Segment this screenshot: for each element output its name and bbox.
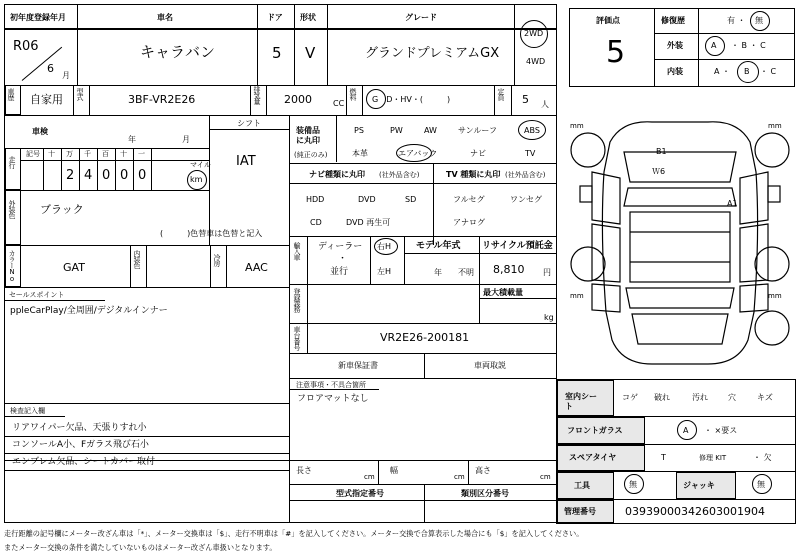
mm-label: mm bbox=[768, 122, 782, 130]
equipment-item: PW bbox=[390, 126, 403, 135]
interior-b: B bbox=[744, 67, 750, 76]
digit-divider bbox=[61, 148, 62, 190]
tv-item: フルセグ bbox=[453, 195, 485, 204]
digit-col-label: 記号 bbox=[26, 150, 40, 158]
tv-item: ワンセグ bbox=[510, 195, 542, 204]
spare-t: T bbox=[661, 453, 666, 462]
sheet-item: 穴 bbox=[728, 393, 736, 402]
yen-unit: 円 bbox=[543, 268, 551, 277]
damage-mark-a1: A1 bbox=[727, 199, 738, 208]
chassis-value: VR2E26-200181 bbox=[380, 331, 470, 344]
glass-label: フロントガラス bbox=[567, 426, 623, 435]
digit-col-label: 十 bbox=[120, 150, 127, 158]
glass-a: A bbox=[683, 426, 689, 435]
tv-sub: (社外品含む) bbox=[505, 171, 546, 179]
capacity-label: 定員 bbox=[497, 88, 505, 100]
shift-value: IAT bbox=[236, 154, 256, 169]
mgmt-value: 03939000342603001904 bbox=[625, 505, 765, 518]
mgmt-label: 管理番号 bbox=[564, 507, 596, 516]
tv-item: アナログ bbox=[453, 218, 485, 227]
grade-label: グレード bbox=[405, 13, 437, 22]
usage-label: 車歴 bbox=[7, 88, 15, 100]
sheet-item: コゲ bbox=[622, 393, 638, 402]
glass-rest: ・ ×要ス bbox=[704, 426, 738, 435]
sheet-item: 汚れ bbox=[692, 393, 708, 402]
digit-divider bbox=[151, 148, 152, 190]
equipment-item: PS bbox=[354, 126, 364, 135]
exterior-a: A bbox=[711, 41, 717, 50]
navi-item: HDD bbox=[306, 195, 325, 204]
digit-col-label: 十 bbox=[48, 150, 55, 158]
dealer: ディーラー bbox=[318, 242, 363, 252]
navi-sub: (社外品含む) bbox=[379, 171, 420, 179]
equipment-item: ABS bbox=[524, 126, 540, 135]
spare-label: スペアタイヤ bbox=[569, 453, 617, 462]
warranty-manual: 車両取説 bbox=[474, 361, 506, 370]
damage-mark-w6: Ｗ6 bbox=[652, 167, 666, 176]
max-load-label: 最大積載量 bbox=[483, 288, 523, 297]
height-label: 高さ bbox=[475, 466, 491, 475]
fuel-options: G D・HV・( ) bbox=[372, 95, 451, 104]
shape: V bbox=[305, 44, 316, 62]
navi-item: DVD bbox=[358, 195, 376, 204]
footer-line2: またメーター交換の条件を満たしていないものはメーター改ざん車扱いとなります。 bbox=[4, 543, 277, 552]
mm-label: mm bbox=[768, 292, 782, 300]
sales-label: セールスポイント bbox=[9, 291, 65, 299]
ac-label: 冷房 bbox=[213, 254, 221, 266]
score-value: 5 bbox=[606, 35, 626, 70]
color-value: ブラック bbox=[40, 203, 84, 216]
mile-label: マイル bbox=[190, 161, 211, 169]
sheet-label: 室内シート bbox=[565, 392, 597, 412]
color-no-label: カラーNo. bbox=[8, 250, 16, 289]
digit-col-label: 一 bbox=[138, 150, 145, 158]
footer-line1: 走行距離の記号欄にメーター改ざん車は「*」、メーター交換車は「$」、走行不明車は「#」を記入してください。メーター交換で合算表示した場合にも「$」を記入してください。 bbox=[4, 529, 584, 538]
tools-none: 無 bbox=[629, 480, 637, 489]
length-cm: cm bbox=[364, 473, 375, 481]
capacity: 5 bbox=[522, 93, 529, 106]
height-cm: cm bbox=[540, 473, 551, 481]
disp-label: 排気量 bbox=[253, 86, 261, 104]
color-no: GAT bbox=[63, 261, 85, 274]
car-damage-diagram bbox=[562, 112, 798, 374]
ac-value: AAC bbox=[245, 261, 268, 274]
equipment-label: 装備品に丸印 bbox=[296, 126, 320, 146]
equipment-item: サンルーフ bbox=[458, 126, 497, 135]
repair-label: 修復歴 bbox=[661, 16, 685, 25]
jack-label: ジャッキ bbox=[683, 481, 715, 490]
inspector-label: 検査記入欄 bbox=[10, 407, 45, 415]
drive-2wd: 2WD bbox=[524, 29, 544, 38]
notes-label: 注意事項・不具合箇所 bbox=[296, 381, 366, 389]
digit-divider bbox=[133, 148, 134, 190]
mileage-digit: 0 bbox=[102, 168, 111, 183]
navi-label: ナビ種類に丸印 bbox=[309, 170, 365, 179]
displacement: 2000 bbox=[284, 93, 312, 106]
mileage-digit: 0 bbox=[120, 168, 129, 183]
color-note: ( )色替車は色替と記入 bbox=[160, 229, 263, 238]
length-label: 長さ bbox=[296, 466, 312, 475]
reg-era: R06 bbox=[13, 39, 39, 54]
equipment-item: TV bbox=[525, 149, 536, 158]
kg-unit: kg bbox=[544, 313, 554, 322]
airbag-circle bbox=[396, 144, 432, 162]
digit-divider bbox=[97, 148, 98, 190]
shape-label: 形状 bbox=[300, 13, 316, 22]
digit-divider bbox=[43, 148, 44, 190]
model-year-unit: 年 bbox=[434, 268, 442, 277]
interior-a: A ・ bbox=[714, 67, 731, 76]
interior-grade-label: 内装 bbox=[667, 67, 683, 76]
spare-dash: ・ 欠 bbox=[753, 453, 772, 462]
interior-label: 内装色 bbox=[133, 250, 141, 268]
inspector-note: リアワイパー欠品、天張りすれ小 bbox=[12, 423, 147, 433]
equipment-item: 本革 bbox=[352, 149, 368, 158]
note-rule bbox=[5, 436, 289, 437]
insp-month: 月 bbox=[182, 135, 190, 144]
equipment-item: エアバック bbox=[398, 149, 438, 158]
exterior-rest: ・ B ・ C bbox=[731, 41, 766, 50]
notes-value: フロアマットなし bbox=[297, 394, 369, 404]
interior-c: ・ C bbox=[760, 67, 777, 76]
width-label: 幅 bbox=[390, 466, 398, 475]
grade: グランドプレミアムGX bbox=[365, 46, 500, 61]
navi-item: CD bbox=[310, 218, 322, 227]
doors: 5 bbox=[272, 44, 282, 62]
shift-label: シフト bbox=[237, 119, 261, 128]
digit-col-label: 万 bbox=[66, 150, 73, 158]
door-label: ドア bbox=[267, 13, 283, 22]
first-reg-label: 初年度登録年月 bbox=[10, 13, 66, 22]
digit-divider bbox=[79, 148, 80, 190]
mm-label: mm bbox=[570, 292, 584, 300]
width-cm: cm bbox=[454, 473, 465, 481]
month-label: 月 bbox=[62, 71, 70, 80]
equipment-item: ナビ bbox=[470, 149, 486, 158]
digit-col-label: 千 bbox=[84, 150, 91, 158]
exterior-label: 外装 bbox=[667, 41, 683, 50]
fuel-label: 燃料 bbox=[349, 88, 357, 100]
class-no-label: 類別区分番号 bbox=[461, 489, 509, 498]
model-year-unknown: 不明 bbox=[458, 268, 474, 277]
person-unit: 人 bbox=[541, 100, 549, 109]
jack-none: 無 bbox=[757, 480, 765, 489]
inspection-label: 車検 bbox=[32, 127, 48, 136]
repair-none: 無 bbox=[755, 16, 763, 25]
digit-col-label: 百 bbox=[102, 150, 109, 158]
equipment-sub: (純正のみ) bbox=[294, 151, 328, 159]
car-name-label: 車名 bbox=[157, 13, 173, 22]
color-label: 外装色 bbox=[8, 200, 16, 218]
import-label: 輸入車 bbox=[293, 242, 301, 260]
digit-divider bbox=[115, 148, 116, 190]
sheet-item: キズ bbox=[757, 393, 773, 402]
tools-label: 工具 bbox=[574, 481, 590, 490]
navi-item: DVD 再生可 bbox=[346, 218, 391, 227]
damage-mark-b1: B1 bbox=[656, 147, 667, 156]
recycle-value: 8,810 bbox=[493, 263, 525, 276]
score-label: 評価点 bbox=[596, 16, 620, 25]
warranty-new: 新車保証書 bbox=[338, 361, 378, 370]
equipment-item: AW bbox=[424, 126, 437, 135]
reg-month: 6 bbox=[47, 62, 54, 75]
sales-value: ppleCarPlay/全周囲/デジタルインナー bbox=[10, 306, 168, 316]
model-label: 型式 bbox=[76, 88, 84, 100]
note-rule bbox=[5, 470, 289, 471]
mileage-digit: 2 bbox=[66, 168, 75, 183]
navi-item: SD bbox=[405, 195, 417, 204]
model-year-label: モデル年式 bbox=[416, 241, 461, 251]
km-label: km bbox=[190, 175, 203, 184]
usage-value: 自家用 bbox=[30, 93, 63, 106]
mileage-digit: 0 bbox=[138, 168, 147, 183]
cc-unit: CC bbox=[333, 99, 345, 108]
repair-options: 有 ・ bbox=[727, 16, 746, 25]
inspector-note: コンソールA小、Fガラス飛び石小 bbox=[12, 440, 149, 450]
mileage-label: 走行 bbox=[8, 156, 16, 168]
recycle-label: リサイクル預託金 bbox=[482, 241, 553, 251]
drive-4wd: 4WD bbox=[526, 57, 546, 66]
car-name: キャラバン bbox=[140, 43, 216, 61]
import-dot: ・ bbox=[338, 254, 348, 264]
note-rule bbox=[5, 453, 289, 454]
left-hand: 左H bbox=[377, 267, 392, 276]
abs-circle bbox=[518, 120, 546, 140]
sheet-item: 破れ bbox=[654, 393, 670, 402]
tv-label: TV 種類に丸印 bbox=[446, 170, 501, 179]
parallel: 並行 bbox=[330, 267, 349, 277]
reg-label: 登録義務 bbox=[293, 288, 301, 312]
mileage-digit: 4 bbox=[84, 168, 93, 183]
chassis-label: 車台番号 bbox=[293, 326, 301, 350]
model-value: 3BF-VR2E26 bbox=[128, 93, 196, 106]
spare-repair: 修理 KIT bbox=[699, 454, 727, 462]
right-hand: 右H bbox=[377, 242, 392, 251]
mm-label: mm bbox=[570, 122, 584, 130]
inspector-note: エンブレム欠品、シートカバー取付 bbox=[12, 457, 156, 467]
type-no-label: 型式指定番号 bbox=[336, 489, 384, 498]
insp-year: 年 bbox=[128, 135, 136, 144]
